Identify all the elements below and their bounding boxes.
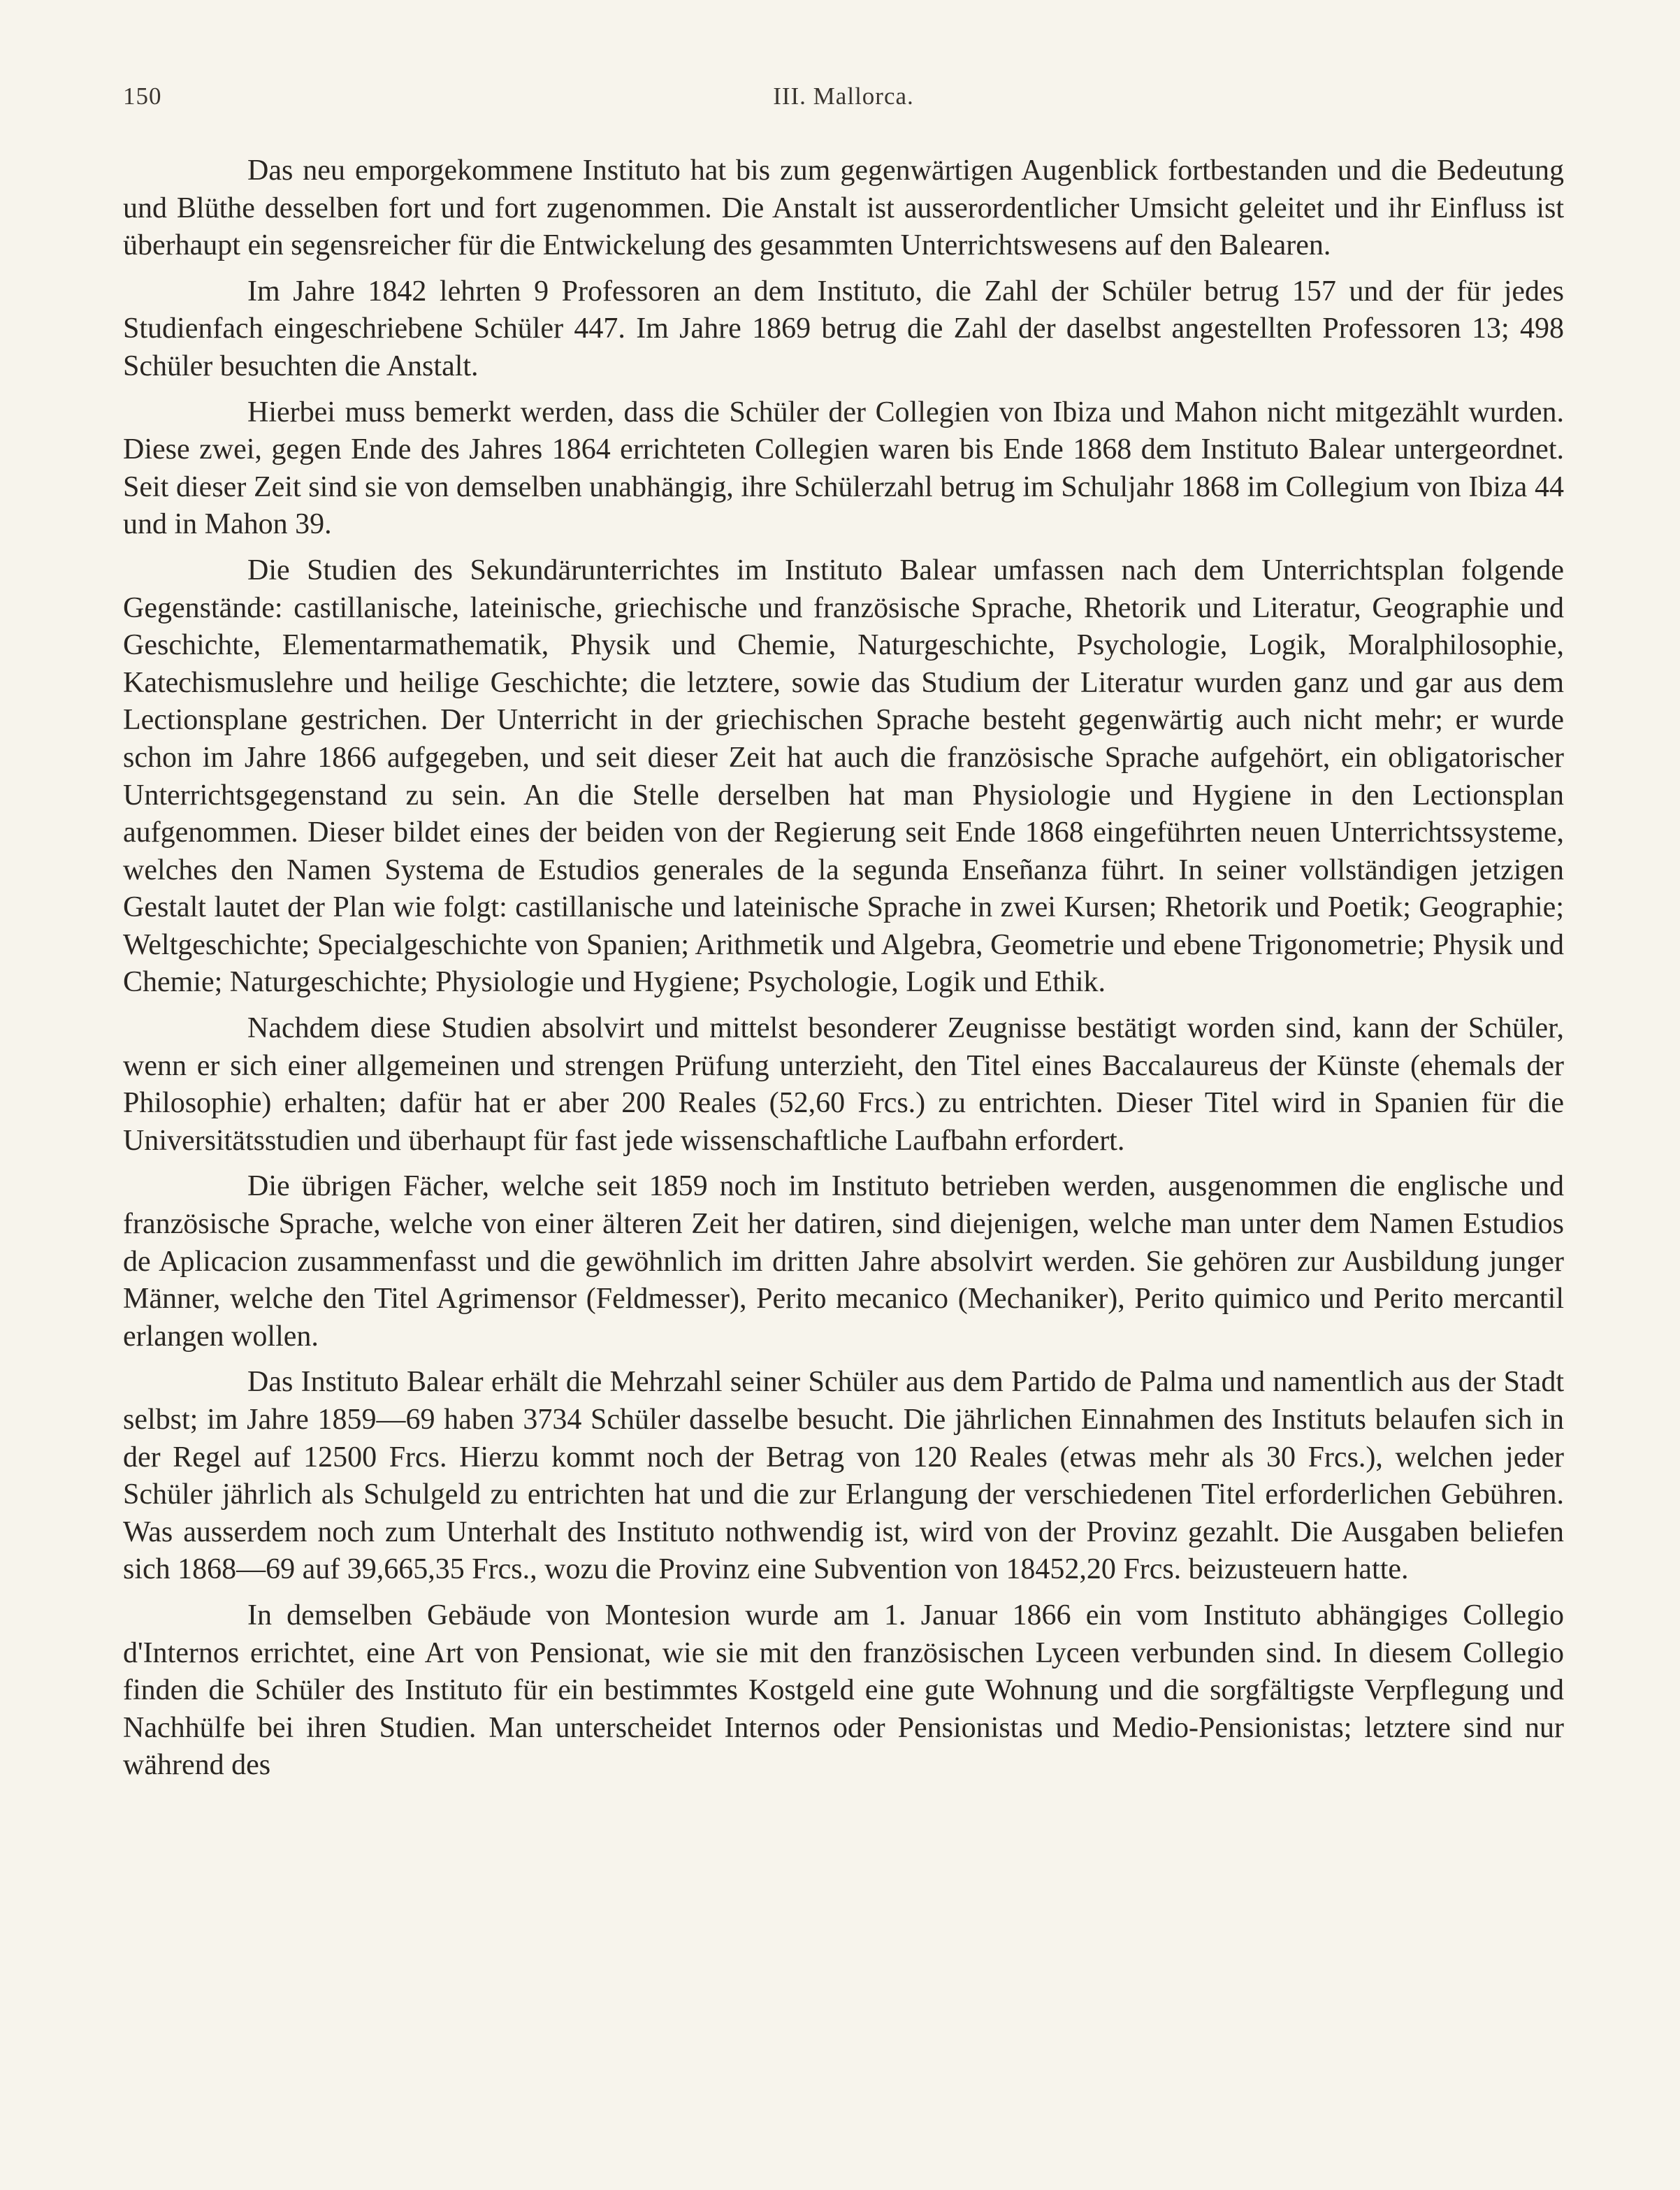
body-text <box>123 152 1564 1785</box>
page-header <box>123 82 1564 124</box>
paragraph-baccalaureus: Nachdem diese Studien absolvirt und mittelst besonderer Zeugnisse bestätigt worden sind, kann der Schüler, wenn er sich einer allgemeinen und strengen Prüfung unterzieht, den Titel eines Baccalaureus der Künste (ehemals der Philosophie) erhalten; dafür hat er aber 200 Reales (52,60 Frcs.) zu entrichten. Dieser Titel wird in Spanien für die Universitätsstudien und überhaupt für fast jede wissenschaftliche Laufbahn erfordert. <box>123 1012 1564 1157</box>
paragraph-professoren-1842: Im Jahre 1842 lehrten 9 Professoren an dem Instituto, die Zahl der Schüler betrug 157 und der für jedes Studienfach eingeschriebene Schüler 447. Im Jahre 1869 betrug die Zahl der daselbst angestellten Professoren 13; 498 Schüler besuchten die Anstalt. <box>123 275 1564 382</box>
paragraph-unterrichtsplan: Die Studien des Sekundärunterrichtes im Instituto Balear umfassen nach dem Unterrichtsplan folgende Gegenstände: castillanische, lateinische, griechische und französische Sprache, Rhetorik und Literatur, Geographie und Geschichte, Elementarmathematik, Physik und Chemie, Naturgeschichte, Psychologie, Logik, Moralphilosophie, Katechismuslehre und heilige Geschichte; die letztere, sowie das Studium der Literatur wurden ganz und gar aus dem Lectionsplane gestrichen. Der Unterricht in der griechischen Sprache besteht gegenwärtig auch nicht mehr; er wurde schon im Jahre 1866 aufgegeben, und seit dieser Zeit hat auch die französische Sprache aufgehört, ein obligatorischer Unterrichtsgegenstand zu sein. An die Stelle derselben hat man Physiologie und Hygiene in den Lectionsplan aufgenommen. Dieser bildet eines der beiden von der Regierung seit Ende 1868 eingeführten neuen Unterrichtssysteme, welches den Namen Systema de Estudios generales de la segunda Enseñanza führt. In seiner vollständigen jetzigen Gestalt lautet der Plan wie folgt: castillanische und lateinische Sprache in zwei Kursen; Rhetorik und Poetik; Geographie; Weltgeschichte; Specialgeschichte von Spanien; Arithmetik und Algebra, Geometrie und ebene Trigonometrie; Physik und Chemie; Naturgeschichte; Physiologie und Hygiene; Psychologie, Logik und Ethik. <box>123 554 1564 999</box>
paragraph-einnahmen-ausgaben: Das Instituto Balear erhält die Mehrzahl seiner Schüler aus dem Partido de Palma und namentlich aus der Stadt selbst; im Jahre 1859—69 haben 3734 Schüler dasselbe besucht. Die jährlichen Einnahmen des Instituts belaufen sich in der Regel auf 12500 Frcs. Hierzu kommt noch der Betrag von 120 Reales (etwas mehr als 30 Frcs.), welchen jeder Schüler jährlich als Schulgeld zu entrichten hat und die zur Erlangung der verschiedenen Titel erforderlichen Gebühren. Was ausserdem noch zum Unterhalt des Instituto nothwendig ist, wird von der Provinz gezahlt. Die Ausgaben beliefen sich 1868—69 auf 39,665,35 Frcs., wozu die Provinz eine Subvention von 18452,20 Frcs. beizusteuern hatte. <box>123 1366 1564 1586</box>
paragraph-collegien-ibiza-mahon: Hierbei muss bemerkt werden, dass die Schüler der Collegien von Ibiza und Mahon nicht mitgezählt wurden. Diese zwei, gegen Ende des Jahres 1864 errichteten Collegien waren bis Ende 1868 dem Instituto Balear untergeordnet. Seit dieser Zeit sind sie von demselben unabhängig, ihre Schülerzahl betrug im Schuljahr 1868 im Collegium von Ibiza 44 und in Mahon 39. <box>123 396 1564 541</box>
running-title: III. Mallorca. <box>773 82 914 110</box>
page-number: 150 <box>123 82 162 110</box>
paragraph-collegio-internos: In demselben Gebäude von Montesion wurde am 1. Januar 1866 ein vom Instituto abhängiges Collegio d'Internos errichtet, eine Art von Pensionat, wie sie mit den französischen Lyceen verbunden sind. In diesem Collegio finden die Schüler des Instituto für ein bestimmtes Kostgeld eine gute Wohnung und die sorgfältigste Verpflegung und Nachhülfe bei ihren Studien. Man unterscheidet Internos oder Pensionistas und Medio-Pensionistas; letztere sind nur während des <box>123 1599 1564 1782</box>
book-page <box>123 82 1564 1793</box>
paragraph-estudios-de-aplicacion: Die übrigen Fächer, welche seit 1859 noch im Instituto betrieben werden, ausgenommen die englische und französische Sprache, welche von einer älteren Zeit her datiren, sind diejenigen, welche man unter dem Namen Estudios de Aplicacion zusammenfasst und die gewöhnlich im dritten Jahre absolvirt werden. Sie gehören zur Ausbildung junger Männer, welche den Titel Agrimensor (Feldmesser), Perito mecanico (Mechaniker), Perito quimico und Perito mercantil erlangen wollen. <box>123 1170 1564 1353</box>
paragraph-instituto-bedeutung: Das neu emporgekommene Instituto hat bis zum gegenwärtigen Augenblick fortbestanden und die Bedeutung und Blüthe desselben fort und fort zugenommen. Die Anstalt ist ausserordentlicher Umsicht geleitet und ihr Einfluss ist überhaupt ein segensreicher für die Entwickelung des gesammten Unterrichtswesens auf den Balearen. <box>123 154 1564 262</box>
